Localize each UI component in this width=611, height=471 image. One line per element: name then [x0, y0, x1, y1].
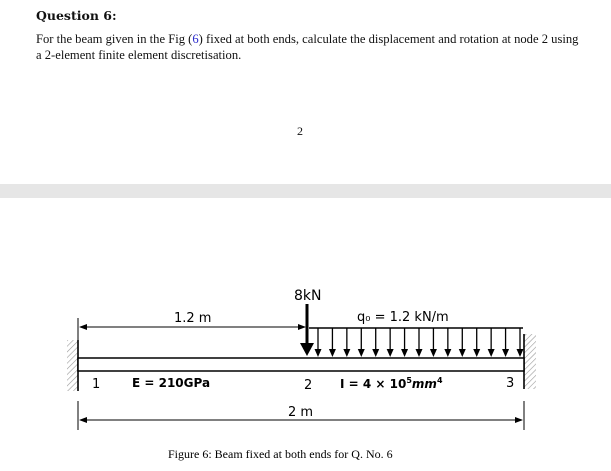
distributed-load-arrow-head: [315, 349, 322, 357]
beam-figure: [0, 198, 611, 471]
inertia-label: [340, 376, 443, 391]
question-text-start: For the beam given in the Fig (: [36, 32, 193, 46]
question-text: [36, 31, 581, 63]
distributed-load-arrow-head: [358, 349, 365, 357]
page-bottom: [0, 198, 611, 471]
page-top: [0, 0, 611, 184]
distributed-load-arrow-head: [387, 349, 394, 357]
distributed-load-arrow-head: [459, 349, 466, 357]
distributed-load-arrow-head: [444, 349, 451, 357]
beam: [78, 358, 524, 371]
point-load-label: 8kN: [294, 288, 322, 304]
inertia-unit-exponent: 4: [436, 376, 443, 385]
dimension-1-2m-label: 1.2 m: [174, 311, 212, 326]
node-1-label: 1: [92, 377, 101, 392]
node-2-label: 2: [304, 378, 313, 393]
distributed-load-arrow-head: [329, 349, 336, 357]
distributed-load-arrow-head: [416, 349, 423, 357]
inertia-exponent: 5: [406, 376, 412, 385]
distributed-load-arrow-head: [372, 349, 379, 357]
point-load-arrow-head: [300, 343, 314, 356]
question-title: Question 6:: [36, 8, 117, 23]
right-fixed-support: [524, 334, 536, 389]
page-separator: [0, 184, 611, 198]
question-text-end: ) fixed at both ends, calculate the displacement and rotation at node 2 using a 2-element finite element discretisation.: [36, 32, 579, 62]
left-fixed-support: [67, 340, 78, 391]
node-3-label: 3: [506, 376, 515, 391]
distributed-load-arrow-head: [517, 349, 524, 357]
modulus-label: E = 210GPa: [132, 376, 211, 390]
distributed-load-arrow-head: [473, 349, 480, 357]
figure-caption: Figure 6: Beam fixed at both ends for Q. No. 6: [168, 447, 393, 461]
distributed-load-arrow-head: [401, 349, 408, 357]
dimension-2m-label: 2 m: [288, 405, 314, 420]
page-number: 2: [297, 124, 303, 138]
distributed-load-arrow-head: [502, 349, 509, 357]
distributed-load-arrow-head: [488, 349, 495, 357]
distributed-load-arrow-head: [430, 349, 437, 357]
distributed-load-arrow-head: [343, 349, 350, 357]
inertia-prefix: I = 4 × 10: [340, 377, 407, 391]
inertia-unit: mm: [411, 377, 437, 391]
distributed-load-label: q₀ = 1.2 kN/m: [357, 310, 449, 325]
distributed-load-arrows: [315, 328, 524, 357]
figure-reference-link[interactable]: 6: [192, 32, 199, 46]
